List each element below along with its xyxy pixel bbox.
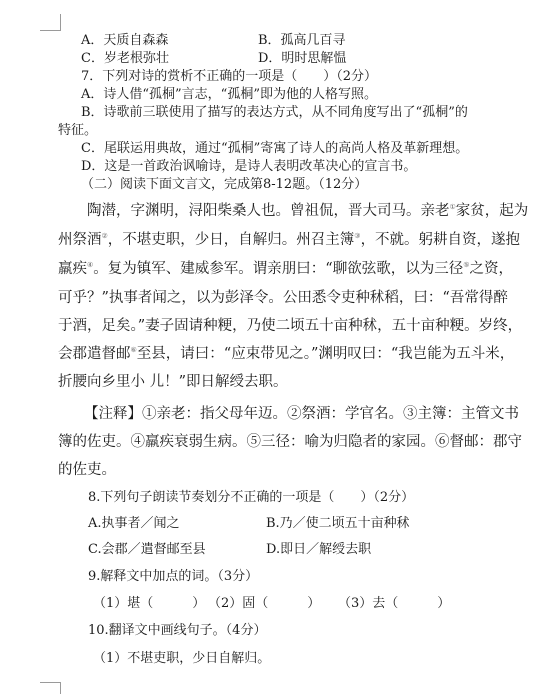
passage-text: ，不就。躬耕自资，遂抱 <box>360 232 521 248</box>
q7-option-d: D．这是一首政治讽喻诗，是诗人表明改革决心的宣言书。 <box>81 159 417 174</box>
q8-options-row-2 <box>88 541 372 558</box>
note-marker-5: ⑤ <box>463 261 470 270</box>
section-2-heading: （二）阅读下面文言文，完成第8-12题。（12分） <box>81 177 368 192</box>
crop-mark-bottom <box>40 682 61 694</box>
passage-text: 陶潜，字渊明，浔阳柴桑人也。曾祖侃，晋大司马。亲老 <box>87 203 450 219</box>
q7-option-c: C．尾联运用典故，通过“孤桐”寄寓了诗人的高尚人格及革新理想。 <box>81 141 469 156</box>
q9-item-2: （2）固（ ） <box>208 596 321 611</box>
notes-line-2: 簿的佐吏。④羸疾衰弱生病。⑤三径：喻为归隐者的家园。⑥督邮：郡守 <box>58 434 522 450</box>
q6-options-row-1 <box>81 32 346 49</box>
passage-text: 羸疾 <box>58 261 87 277</box>
passage-line-5: 于酒，足矣。”妻子固请种粳，乃使二顷五十亩种秫，五十亩种粳。岁终， <box>58 318 523 334</box>
q8-option-c: C.会郡／遣督邮至县 <box>88 542 206 557</box>
passage-text: 至县，请曰：“应束带见之。”渊明叹曰：“我岂能为五斗米， <box>136 346 515 362</box>
q8-option-b: B.乃／使二顷五十亩种秫 <box>266 516 410 531</box>
q8-option-d: D.即日／解绶去职 <box>266 542 372 557</box>
q9-item-3: （3）去（ ） <box>338 596 451 611</box>
q9-item-1: （1）堪（ ） <box>93 596 206 611</box>
note-marker-2: ② <box>101 232 108 241</box>
q9-items-row <box>93 595 451 612</box>
passage-text: 。复为镇军、建威参军。谓亲朋曰：“聊欲弦歌，以为三径 <box>93 261 464 277</box>
passage-text: 之资， <box>469 261 513 277</box>
q7-option-b-line-2: 特征。 <box>58 123 98 138</box>
passage-line-7: 折腰向乡里小 儿！”即日解绶去职。 <box>58 374 288 390</box>
q7-option-b-line-1: B．诗歌前三联使用了描写的表达方式，从不同角度写出了“孤桐”的 <box>81 105 468 120</box>
note-marker-6: ⑥ <box>130 346 137 355</box>
passage-line-4: 可乎？”执事者闻之，以为彭泽令。公田悉令吏种秫稻，曰：“吾常得醉 <box>58 290 508 306</box>
q7-stem: 7．下列对诗的赏析不正确的一项是（ ）（2分） <box>81 69 378 84</box>
note-marker-4: ④ <box>87 261 94 270</box>
passage-text: 州祭酒 <box>58 232 102 248</box>
crop-mark-top <box>40 14 61 31</box>
q6-options-row-2 <box>81 50 347 67</box>
q7-option-a: A．诗人借“孤桐”言志，“孤桐”即为他的人格写照。 <box>81 87 377 102</box>
q6-option-d: D．明时思解愠 <box>258 51 347 66</box>
q9-stem: 9.解释文中加点的词。（3分） <box>88 569 259 584</box>
q8-stem: 8.下列句子朗读节奏划分不正确的一项是（ ）（2分） <box>88 490 415 505</box>
q6-option-a: A．天质自森森 <box>81 33 169 48</box>
q10-item-1: （1）不堪吏职，少日自解归。 <box>93 651 271 666</box>
notes-line-1: 【注释】①亲老：指父母年迈。②祭酒：学官名。③主簿：主管文书 <box>84 406 519 422</box>
q6-option-c: C．岁老根弥壮 <box>81 51 169 66</box>
passage-text: 家贫，起为 <box>455 203 529 219</box>
passage-line-3 <box>58 259 513 279</box>
q8-options-row-1 <box>88 515 410 532</box>
passage-line-6 <box>58 344 514 364</box>
note-marker-3: ③ <box>354 232 361 241</box>
passage-line-1 <box>87 201 528 221</box>
passage-text: 会郡遣督邮 <box>58 346 131 362</box>
passage-text: ，不堪吏职，少日，自解归。州召主簿 <box>107 232 355 248</box>
q6-option-b: B．孤高几百寻 <box>258 33 346 48</box>
notes-line-3: 的佐吏。 <box>58 462 116 478</box>
q8-option-a: A.执事者／闻之 <box>88 516 180 531</box>
q10-stem: 10.翻译文中画线句子。（4分） <box>88 623 267 638</box>
note-marker-1: ① <box>449 203 456 212</box>
passage-line-2 <box>58 230 520 250</box>
